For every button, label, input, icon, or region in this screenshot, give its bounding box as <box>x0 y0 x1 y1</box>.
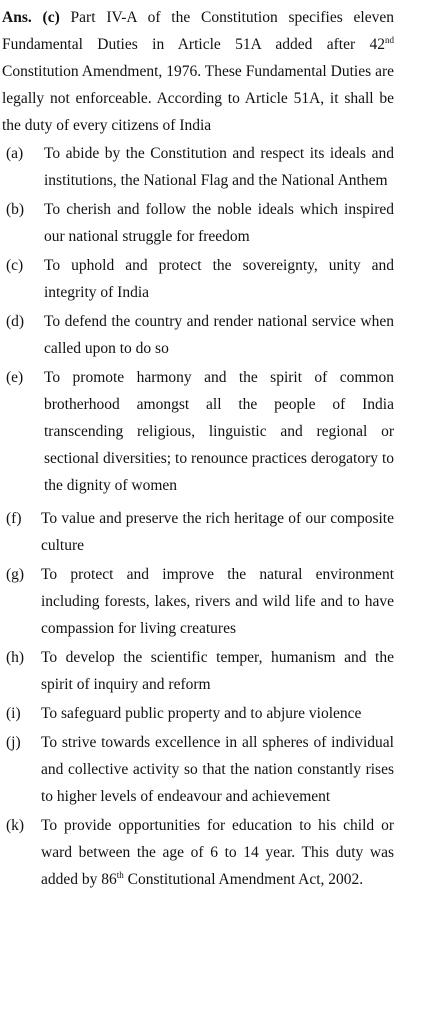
duty-item-f <box>2 505 394 559</box>
duty-text: To defend the country and render national service when called upon to do so <box>44 313 394 357</box>
duty-text-after: Constitutional Amendment Act, 2002. <box>123 871 364 888</box>
duty-item-j <box>2 729 394 810</box>
duty-text: To cherish and follow the noble ideals which inspired our national struggle for freedom <box>44 201 394 245</box>
answer-text-part2: Constitution Amendment, 1976. These Fundamental Duties are legally not enforceable. According to Article 51A, it shall be the duty of every citizens of India <box>2 63 394 134</box>
duty-marker: (d) <box>6 313 25 330</box>
duty-item-i <box>2 700 394 727</box>
duty-marker: (j) <box>6 734 21 751</box>
duty-item-h <box>2 644 394 698</box>
duty-item-a <box>2 140 394 194</box>
duty-item-b <box>2 196 394 250</box>
duty-text: To promote harmony and the spirit of common brotherhood amongst all the people of India transcending religious, linguistic and regional or sectional diversities; to renounce practices derogatory to the dignity of women <box>44 369 394 494</box>
duty-text: To abide by the Constitution and respect its ideals and institutions, the National Flag and the National Anthem <box>44 145 394 189</box>
answer-intro <box>2 4 394 139</box>
duty-text: To strive towards excellence in all spheres of individual and collective activity so that the nation constantly rises to higher levels of endeavour and achievement <box>41 734 394 805</box>
duty-marker: (f) <box>6 510 22 527</box>
answer-document <box>2 4 394 895</box>
duty-marker: (h) <box>6 649 25 666</box>
duty-marker: (i) <box>6 705 21 722</box>
duty-text: To value and preserve the rich heritage of our composite culture <box>41 510 394 554</box>
duty-item-k <box>2 812 394 893</box>
duty-marker: (c) <box>6 257 24 274</box>
duty-marker: (g) <box>6 566 25 583</box>
answer-label: Ans. (c) <box>2 9 60 26</box>
duty-text: To uphold and protect the sovereignty, unity and integrity of India <box>44 257 394 301</box>
ordinal-suffix: nd <box>385 35 394 45</box>
duty-marker: (b) <box>6 201 25 218</box>
duty-item-g <box>2 561 394 642</box>
duty-marker: (k) <box>6 817 25 834</box>
duty-text <box>41 812 394 893</box>
fundamental-duties-list <box>2 140 394 893</box>
duty-text-before: To provide opportunities for education to his child or ward between the age of 6 to 14 year. This duty was added by 86 <box>41 817 394 888</box>
duty-text: To safeguard public property and to abjure violence <box>41 705 362 722</box>
duty-text: To develop the scientific temper, humanism and the spirit of inquiry and reform <box>41 649 394 693</box>
duty-item-d <box>2 308 394 362</box>
duty-item-c <box>2 252 394 306</box>
duty-item-e <box>2 364 394 499</box>
answer-text-part1: Part IV-A of the Constitution specifies eleven Fundamental Duties in Article 51A added after 42 <box>2 9 394 53</box>
duty-marker: (a) <box>6 145 24 162</box>
ordinal-suffix: th <box>116 870 124 880</box>
duty-marker: (e) <box>6 369 24 386</box>
duty-text: To protect and improve the natural environment including forests, lakes, rivers and wild life and to have compassion for living creatures <box>41 566 394 637</box>
